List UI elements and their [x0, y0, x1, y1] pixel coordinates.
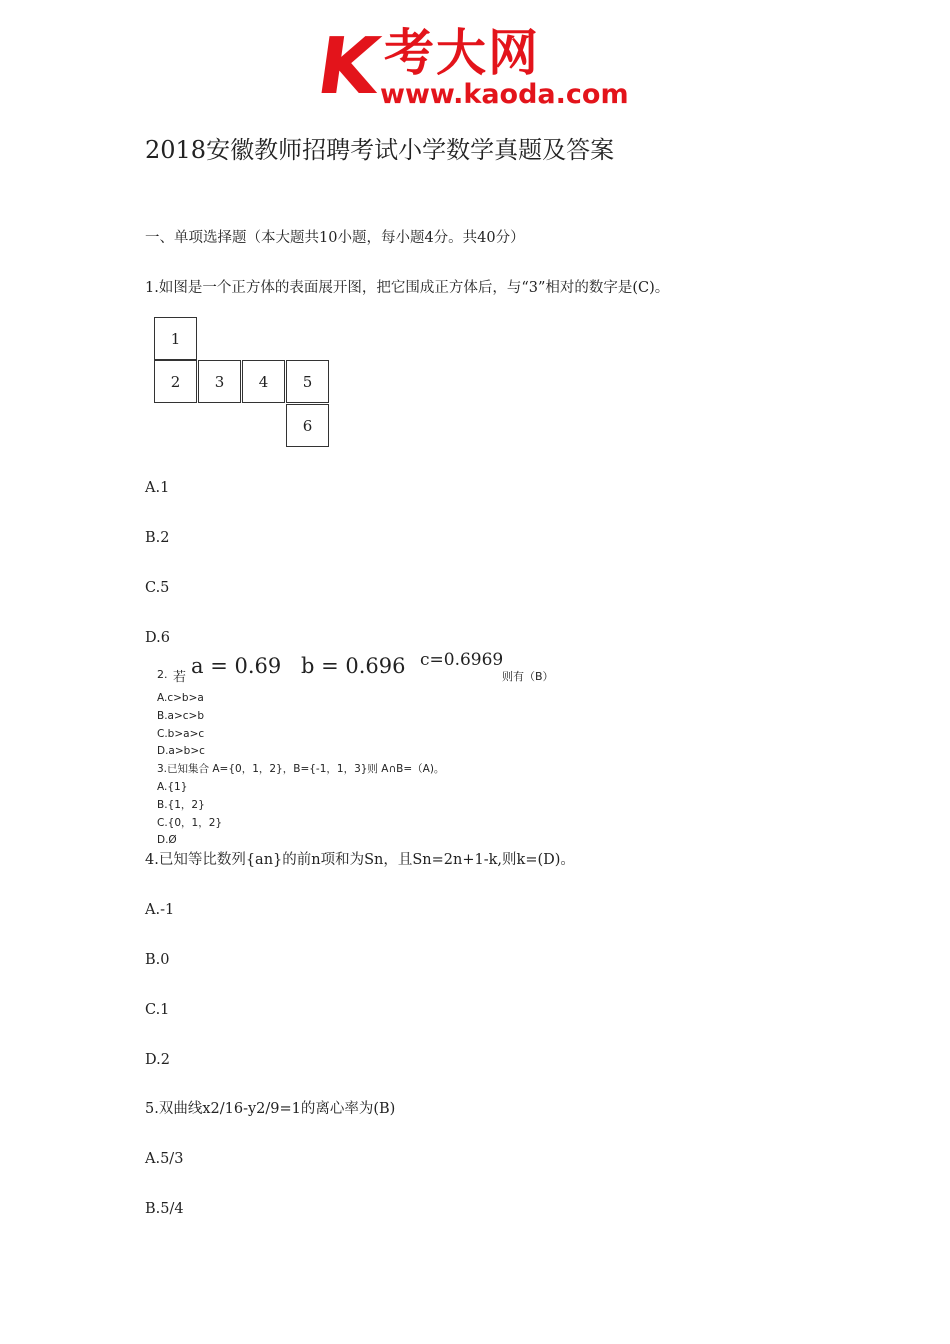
logo-chinese-name: 考大网 — [384, 24, 540, 82]
q2-option-d: D.a>b>c — [157, 745, 205, 757]
q5-option-b: B.5/4 — [145, 1201, 184, 1217]
section-heading: 一、单项选择题（本大题共10小题，每小题4分。共40分） — [145, 230, 525, 246]
logo-url: www.kaoda.com — [380, 79, 629, 110]
question-3-text: 3.已知集合 A={0，1，2}，B={-1，1，3}则 A∩B=（A)。 — [157, 763, 445, 775]
q2-expression-c: c=0.6969 — [420, 650, 504, 670]
q2-option-a: A.c>b>a — [157, 692, 204, 704]
logo-k-mark: K — [311, 22, 385, 112]
net-cell-4: 4 — [242, 360, 285, 403]
q2-tail: 则有（B） — [502, 670, 554, 683]
q2-option-b: B.a>c>b — [157, 710, 205, 722]
q4-option-b: B.0 — [145, 952, 170, 968]
kaoda-logo — [311, 22, 648, 112]
net-cell-2: 2 — [154, 360, 197, 403]
q2-option-c: C.b>a>c — [157, 728, 205, 740]
q3-option-a: A.{1} — [157, 781, 188, 793]
net-cell-3: 3 — [198, 360, 241, 403]
net-cell-1: 1 — [154, 317, 197, 360]
q1-option-d: D.6 — [145, 630, 170, 646]
q2-ruo: 若 — [173, 670, 187, 685]
question-4-text: 4.已知等比数列{an}的前n项和为Sn，且Sn=2n+1-k,则k=(D)。 — [145, 852, 575, 868]
question-5-text: 5.双曲线x2/16-y2/9=1的离心率为(B) — [145, 1101, 396, 1117]
questions-2-3-image — [155, 642, 675, 852]
cube-net-figure — [154, 317, 330, 448]
q1-option-c: C.5 — [145, 580, 170, 596]
q3-option-b: B.{1，2} — [157, 799, 205, 811]
question-2-stem — [155, 642, 675, 686]
document-title: 2018安徽教师招聘考试小学数学真题及答案 — [145, 136, 615, 164]
q2-expression-a: a = 0.69 — [191, 654, 282, 678]
q1-option-b: B.2 — [145, 530, 170, 546]
q3-option-c: C.{0，1，2} — [157, 817, 223, 829]
q2-number: 2. — [157, 668, 168, 681]
q5-option-a: A.5/3 — [145, 1151, 184, 1167]
net-cell-6: 6 — [286, 404, 329, 447]
q4-option-d: D.2 — [145, 1052, 170, 1068]
q4-option-c: C.1 — [145, 1002, 170, 1018]
question-1-text: 1.如图是一个正方体的表面展开图，把它围成正方体后，与“3”相对的数字是(C)。 — [145, 280, 670, 296]
q1-option-a: A.1 — [145, 480, 170, 496]
q4-option-a: A.-1 — [145, 902, 175, 918]
q2-expression-b: b = 0.696 — [301, 654, 406, 678]
net-cell-5: 5 — [286, 360, 329, 403]
q3-option-d: D.Ø — [157, 834, 177, 846]
